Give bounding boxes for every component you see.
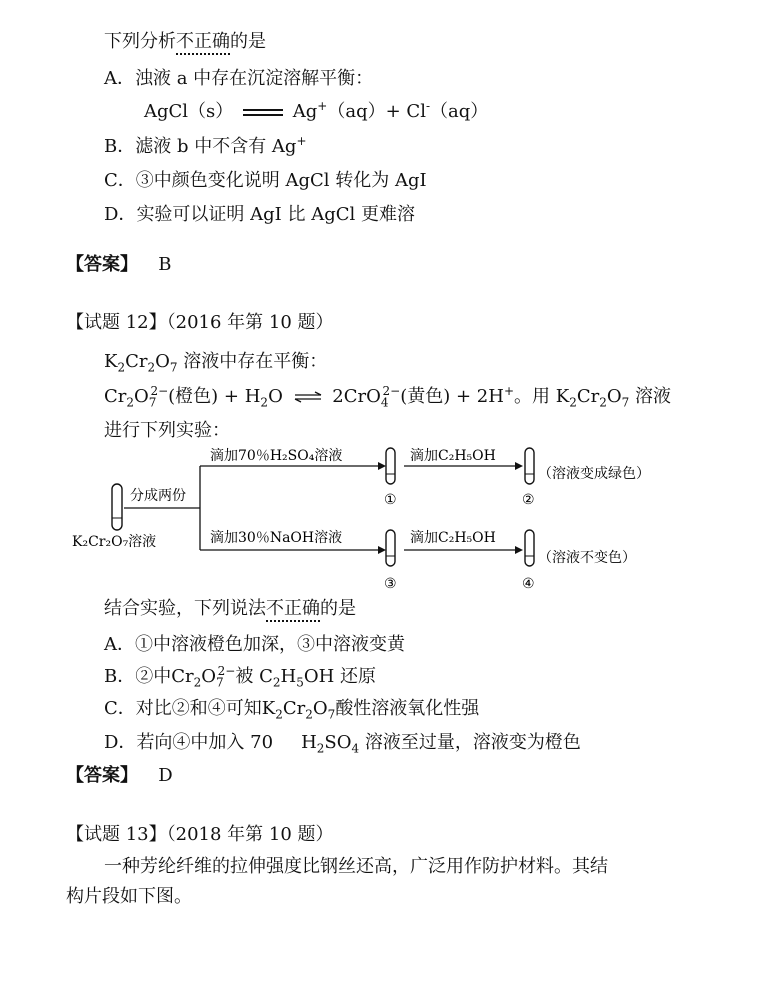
tube-1-label: ① (384, 492, 397, 508)
superscript: + (296, 134, 307, 148)
tube-4-label: ④ (522, 576, 535, 592)
tube-2-icon (525, 448, 534, 484)
q11-stem-emph: 不正确 (176, 31, 230, 52)
bottom-ethanol-label: 滴加C₂H₅OH (410, 530, 496, 546)
option-label: C． (104, 170, 136, 191)
q12-equilibrium: $Cr_2O_7^{2-}$(橙色) + $H_2O$ 2CrO$_4^{2-}$(黄色) + 2H+。用 $K_2Cr_2O_7$ 溶液 (104, 384, 672, 410)
q11-option-a (104, 67, 373, 91)
top-result-label: （溶液变成绿色） (538, 466, 650, 482)
option-label: D． (104, 732, 137, 753)
equation-left: AgCl（s） (144, 101, 234, 122)
option-label: B． (104, 666, 136, 687)
answer-label: 【答案】 (66, 765, 138, 786)
q11-stem-post: 的是 (230, 31, 266, 52)
q11-option-d (104, 203, 415, 227)
q11-option-a-equation (144, 100, 488, 124)
top-reagent-label: 滴加70％H₂SO₄溶液 (210, 448, 343, 464)
q12-stem: 结合实验，下列说法不正确的是 (104, 598, 356, 619)
q12-option-b: B．②中$Cr_2O_7^{2-}$被 $C_2H_5OH$ 还原 (104, 664, 377, 690)
experiment-diagram (60, 438, 700, 598)
option-text: ③中颜色变化说明 AgCl 转化为 AgI (135, 170, 427, 191)
reversible-arrow-icon (293, 391, 323, 403)
option-label: A． (104, 634, 135, 655)
tube-4-icon (525, 530, 534, 566)
tube-1-icon (386, 448, 395, 484)
answer-value: D (158, 765, 173, 786)
tube-3-icon (386, 530, 395, 566)
answer-value: B (158, 254, 172, 275)
q11-stem (104, 30, 266, 54)
option-label: D． (104, 204, 137, 225)
q12-intro: $K_2Cr_2O_7$ 溶液中存在平衡： (104, 351, 328, 375)
q11-answer (66, 253, 172, 277)
q11-option-c (104, 169, 427, 193)
source-solution-label: K₂Cr₂O₇溶液 (72, 534, 157, 550)
question-header: 【试题 12】（2016 年第 10 题） (66, 312, 334, 333)
source-test-tube-icon (112, 484, 122, 530)
q12-option-d: D．若向④中加入 70 $H_2SO_4$ 溶液至过量，溶液变为橙色 (104, 732, 581, 756)
top-ethanol-label: 滴加C₂H₅OH (410, 448, 496, 464)
option-text: 实验可以证明 AgI 比 AgCl 更难溶 (136, 204, 416, 225)
question-header: 【试题 13】（2018 年第 10 题） (66, 824, 334, 845)
answer-label: 【答案】 (66, 254, 138, 275)
q12-header (66, 311, 334, 335)
bottom-reagent-label: 滴加30％NaOH溶液 (210, 530, 343, 546)
top-arrowhead-icon (378, 462, 386, 470)
equation-right: Ag+（aq）+ Cl-（aq） (292, 99, 489, 122)
bottom-ethanol-arrowhead-icon (515, 546, 523, 554)
option-label: C． (104, 698, 136, 719)
option-text: ①中溶液橙色加深，③中溶液变黄 (135, 634, 405, 655)
split-label: 分成两份 (130, 488, 186, 504)
tube-3-label: ③ (384, 576, 397, 592)
q11-stem-pre: 下列分析 (104, 31, 176, 52)
q13-text-1: 一种芳纶纤维的拉伸强度比钢丝还高，广泛用作防护材料。其结 (104, 856, 608, 877)
option-label: B． (104, 136, 136, 157)
q11-option-b (104, 135, 307, 159)
option-text: 浊液 a 中存在沉淀溶解平衡： (135, 68, 374, 89)
tube-2-label: ② (522, 492, 535, 508)
q13-text-2: 构片段如下图。 (66, 886, 192, 907)
bottom-arrowhead-icon (378, 546, 386, 554)
option-text: 滤液 b 中不含有 Ag (135, 136, 297, 157)
top-ethanol-arrowhead-icon (515, 462, 523, 470)
equilibrium-sign-icon (243, 107, 283, 117)
option-label: A． (104, 68, 135, 89)
q12-intro-2: 进行下列实验： (104, 420, 230, 441)
q12-option-a (104, 633, 405, 657)
bottom-result-label: （溶液不变色） (538, 550, 636, 566)
q13-header (66, 823, 334, 847)
q12-stem-emph: 不正确 (266, 598, 320, 619)
q12-option-c: C．对比②和④可知$K_2Cr_2O_7$酸性溶液氧化性强 (104, 698, 480, 722)
q12-answer (66, 764, 173, 788)
